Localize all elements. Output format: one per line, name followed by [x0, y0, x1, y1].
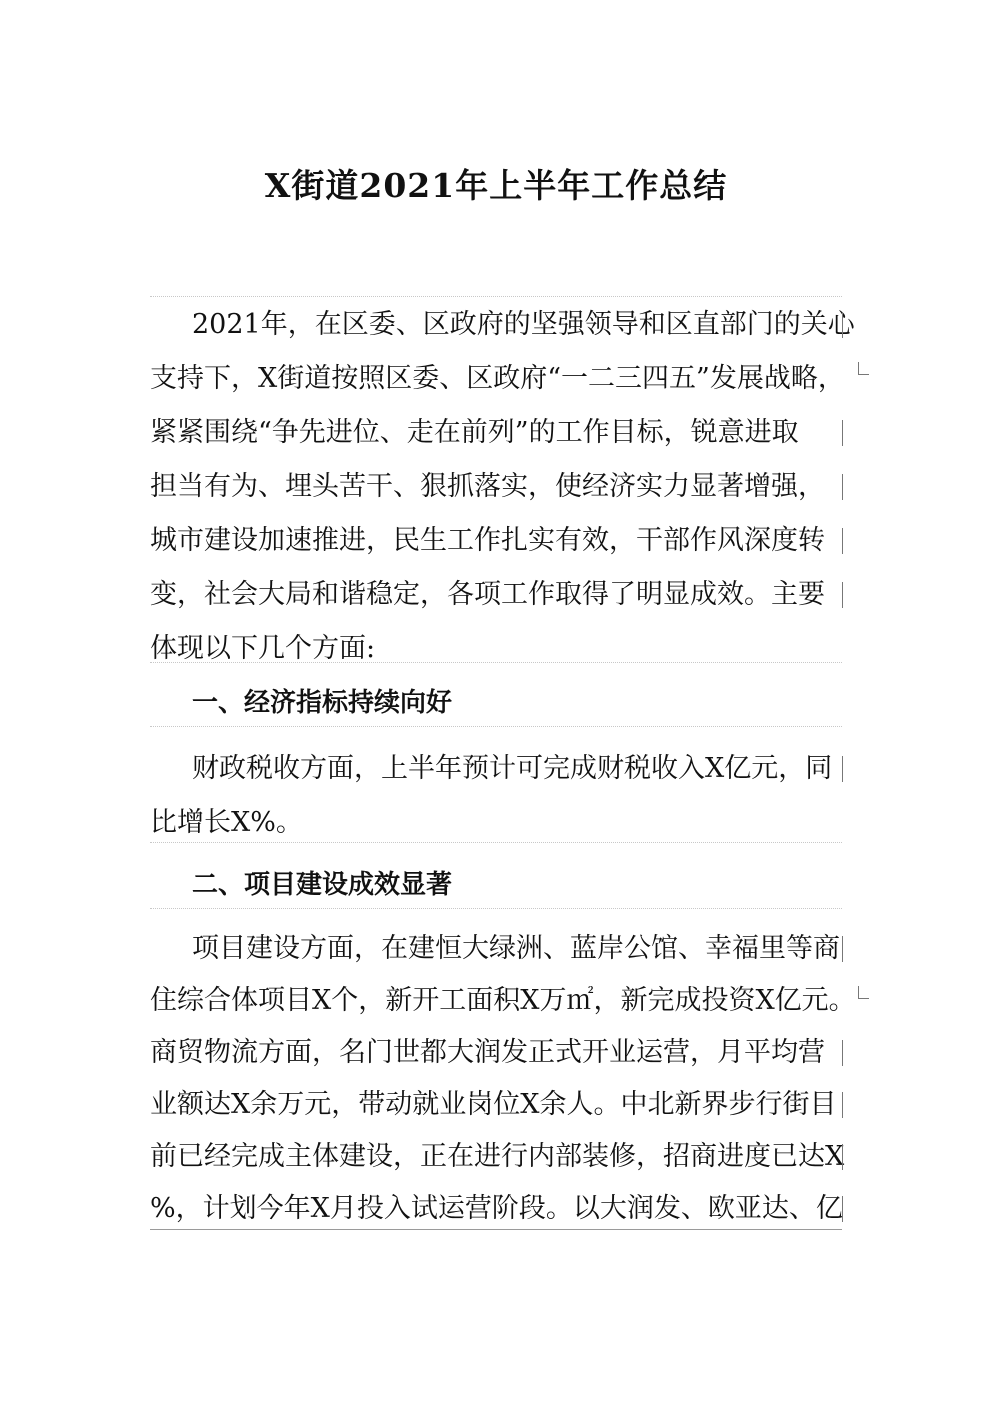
section-2-line-5: 前已经完成主体建设，正在进行内部装修，招商进度已达X	[150, 1141, 845, 1172]
intro-line-4: 担当有为、埋头苦干、狠抓落实，使经济实力显著增强，	[150, 471, 825, 502]
section-2-heading: 二、项目建设成效显著	[192, 870, 453, 900]
page-bottom-rule	[150, 1229, 842, 1230]
line-end-mark	[842, 420, 843, 446]
section-1-line-1: 财政税收方面，上半年预计可完成财税收入X亿元，同	[192, 753, 833, 784]
line-end-mark	[842, 582, 843, 608]
line-end-mark	[858, 362, 869, 375]
section-1-line-2: 比增长X%。	[150, 807, 303, 838]
section-2-line-1: 项目建设方面，在建恒大绿洲、蓝岸公馆、幸福里等商	[192, 933, 840, 964]
line-end-mark	[842, 1144, 843, 1170]
section-2-line-6: %，计划今年X月投入试运营阶段。以大润发、欧亚达、亿	[150, 1193, 843, 1224]
section-1-heading: 一、经济指标持续向好	[192, 688, 453, 718]
line-end-mark	[842, 1092, 843, 1118]
line-end-mark	[842, 312, 843, 338]
paragraph-bottom-border	[150, 842, 842, 843]
section-2-line-4: 业额达X余万元，带动就业岗位X余人。中北新界步行街目	[150, 1089, 837, 1120]
document-title: X街道2021年上半年工作总结	[264, 166, 728, 205]
paragraph-top-border	[150, 296, 842, 297]
heading-bottom-border	[150, 908, 842, 909]
intro-line-3: 紧紧围绕“争先进位、走在前列”的工作目标，锐意进取	[150, 417, 799, 448]
line-end-mark	[842, 936, 843, 962]
line-end-mark	[842, 1040, 843, 1066]
section-2-line-2: 住综合体项目X个，新开工面积X万㎡，新完成投资X亿元。	[150, 985, 856, 1016]
line-end-mark	[842, 756, 843, 782]
section-2-line-3: 商贸物流方面，名门世都大润发正式开业运营，月平均营	[150, 1037, 825, 1068]
heading-bottom-border	[150, 726, 842, 727]
intro-line-5: 城市建设加速推进，民生工作扎实有效，干部作风深度转	[150, 525, 825, 556]
line-end-mark	[842, 528, 843, 554]
line-end-mark	[842, 1196, 843, 1222]
paragraph-bottom-border	[150, 662, 842, 663]
intro-line-6: 变，社会大局和谐稳定，各项工作取得了明显成效。主要	[150, 579, 825, 610]
intro-line-7: 体现以下几个方面:	[150, 633, 376, 664]
intro-line-1: 2021年，在区委、区政府的坚强领导和区直部门的关心	[192, 309, 855, 340]
line-end-mark	[858, 986, 869, 999]
line-end-mark	[842, 474, 843, 500]
intro-line-2: 支持下，X街道按照区委、区政府“一二三四五”发展战略，	[150, 363, 845, 394]
